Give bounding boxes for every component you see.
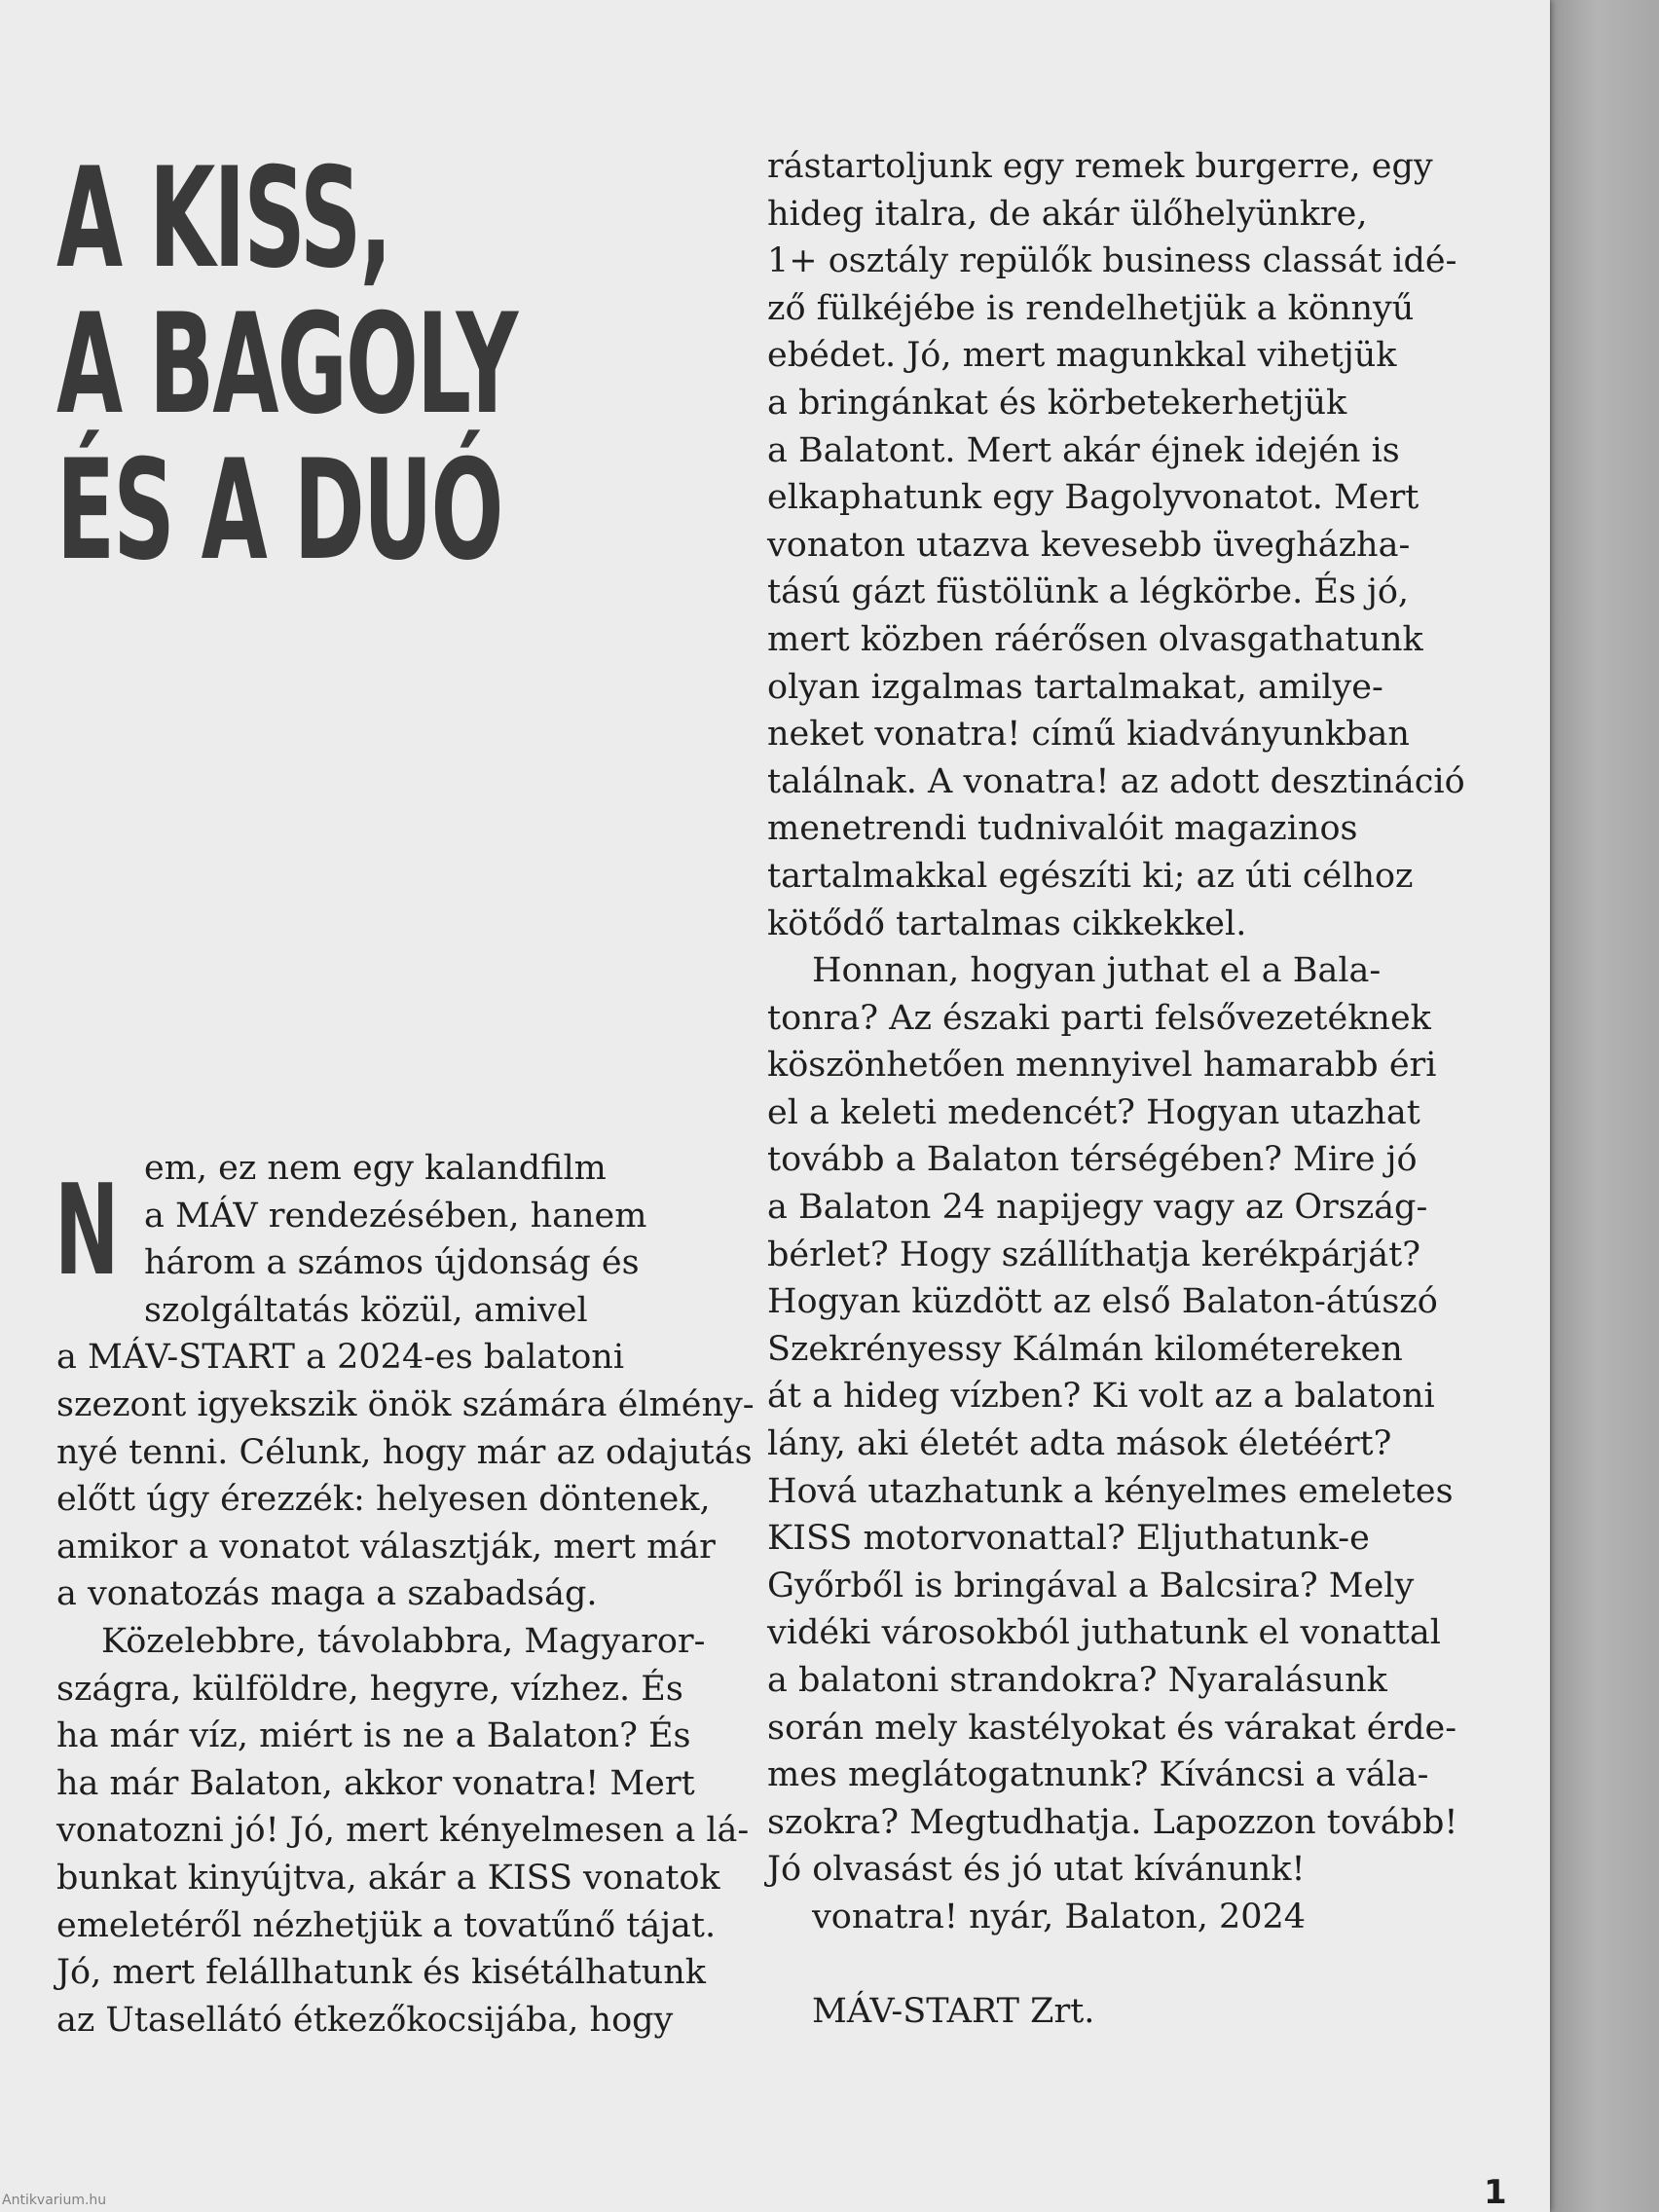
left-text-column [55,1145,755,2044]
text-line: három a számos újdonság és [144,1243,640,1283]
text-line: vonatozni jó! Jó, mert kényelmesen a lá- [56,1811,750,1851]
text-line: a MÁV-START a 2024-es balatoni [56,1338,625,1378]
text-line: rástartoljunk egy remek burgerre, egy [767,147,1433,186]
text-line: lány, aki életét adta mások életéért? [767,1424,1392,1464]
text-line: ebédet. Jó, mert magunkkal vihetjük [767,336,1397,376]
text-line: mert közben ráérősen olvasgathatunk [767,619,1423,659]
signature [767,1988,1449,2036]
text-line: Szekrényessy Kálmán kilométereken [767,1329,1403,1369]
headline-line: ÉS A DUÓ [56,430,502,591]
text-line: nyé tenni. Célunk, hogy már az odajutás [56,1432,753,1472]
text-line: em, ez nem egy kalandfilm [144,1149,607,1188]
text-line: a Balaton 24 napijegy vagy az Ország- [767,1188,1428,1228]
headline [56,138,517,591]
text-line: át a hideg vízben? Ki volt az a balatoni [767,1377,1435,1417]
text-line: ha már víz, miért is ne a Balaton? És [56,1716,691,1756]
body-paragraph [767,947,1458,1894]
text-line: amikor a vonatot választják, mert már [56,1527,716,1567]
text-line: Hogyan küzdött az első Balaton-átúszó [767,1282,1438,1322]
text-line: vonaton utazva kevesebb üvegházha- [767,525,1411,565]
text-line: Győrből is bringával a Balcsira? Mely [767,1566,1415,1605]
text-line: tású gázt füstölünk a légkörbe. És jó, [767,572,1410,612]
text-line: Honnan, hogyan juthat el a Bala- [812,951,1382,991]
text-line: Hová utazhatunk a kényelmes emeletes [767,1471,1454,1511]
text-line: ző fülkéjébe is rendelhetjük a könnyű [767,288,1415,328]
text-line: olyan izgalmas tartalmakat, amilye- [767,667,1383,707]
text-line: Jó, mert felállhatunk és kisétálhatunk [56,1953,706,1993]
dateline-text: vonatra! nyár, Balaton, 2024 [812,1897,1307,1936]
text-line: találnak. A vonatra! az adott desztináció [767,761,1465,801]
drop-cap: N [55,1159,120,1304]
right-text-column [767,143,1465,2036]
text-line: a bringánkat és körbetekerhetjük [767,383,1347,423]
text-line: hideg italra, de akár ülőhelyünkre, [767,194,1368,234]
text-line: menetrendi tudnivalóit magazinos [767,809,1358,849]
text-line: a MÁV rendezésében, hanem [144,1196,647,1235]
text-line: során mely kastélyokat és várakat érde- [767,1708,1457,1748]
text-line: a vonatozás maga a szabadság. [56,1574,598,1614]
text-line: a Balatont. Mert akár éjnek idején is [767,430,1400,470]
text-line: Jó olvasást és jó utat kívánunk! [767,1850,1306,1890]
text-line: ha már Balaton, akkor vonatra! Mert [56,1763,695,1803]
intro-paragraph [55,1145,755,1618]
body-paragraph [767,143,1465,947]
text-line: szokra? Megtudhatja. Lapozzon tovább! [767,1802,1458,1842]
text-line: el a keleti medencét? Hogyan utazhat [767,1092,1420,1132]
text-line: 1+ osztály repülők business classát idé- [767,241,1457,281]
dateline [767,1894,1449,1941]
text-line: bunkat kinyújtva, akár a KISS vonatok [56,1858,720,1898]
text-line: szágra, külföldre, hegyre, vízhez. És [56,1669,683,1709]
text-line: vidéki városokból juthatunk el vonattal [767,1613,1441,1653]
text-line: tovább a Balaton térségében? Mire jó [767,1140,1418,1180]
text-line: a balatoni strandokra? Nyaralásunk [767,1661,1387,1700]
text-line: mes meglátogatnunk? Kíváncsi a vála- [767,1755,1429,1795]
text-line: tonra? Az északi parti felsővezetéknek [767,998,1431,1038]
watermark: Antikvarium.hu [2,2193,107,2208]
body-paragraph [56,1618,750,2044]
text-line: előtt úgy érezzék: helyesen döntenek, [56,1480,711,1520]
text-line: kötődő tartalmas cikkekkel. [767,903,1247,943]
text-line: az Utasellátó étkezőkocsijába, hogy [56,2000,674,2040]
headline-line: A KISS, [56,138,391,299]
text-line: elkaphatunk egy Bagolyvonatot. Mert [767,478,1419,518]
text-line: emeletéről nézhetjük a tovatűnő tájat. [56,1905,717,1945]
headline-line: A BAGOLY [56,284,517,445]
text-line: KISS motorvonattal? Eljuthatunk-e [767,1519,1370,1559]
signature-text: MÁV-START Zrt. [812,1992,1095,2032]
text-line: Közelebbre, távolabbra, Magyaror- [101,1621,706,1661]
text-line: szolgáltatás közül, amivel [144,1290,588,1330]
page-number: 1 [1484,2173,1507,2212]
text-line: tartalmakkal egészíti ki; az úti célhoz [767,856,1414,896]
text-line: köszönhetően mennyivel hamarabb éri [767,1046,1437,1086]
text-line: bérlet? Hogy szállíthatja kerékpárját? [767,1235,1420,1274]
text-line: neket vonatra! című kiadványunkban [767,715,1410,755]
text-line: szezont igyekszik önök számára élmény- [56,1384,755,1424]
